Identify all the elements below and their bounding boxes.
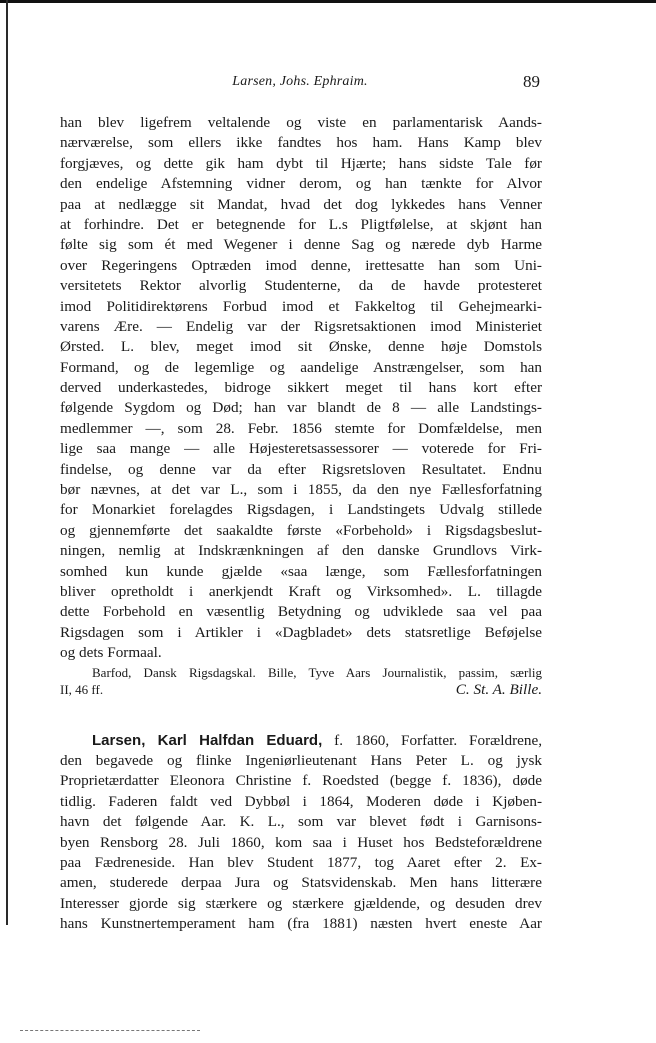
text-line: paa Fædreneside. Han blev Student 1877, tog Aaret efter 2. Ex- xyxy=(60,853,542,871)
references-line: Barfod, Dansk Rigsdagskal. Bille, Tyve Aars Journalistik, passim, særlig xyxy=(92,664,542,680)
text-line: at forhindre. Det er betegnende for L.s Pligtfølelse, at skjønt han xyxy=(60,215,542,233)
text-line: bør nævnes, at det var L., som i 1855, da den nye Fællesforfatning xyxy=(60,481,542,499)
article-johs-ephraim-larsen xyxy=(60,113,542,698)
text-line: findelse, og denne var da efter Rigsretsloven Resultatet. Endnu xyxy=(60,460,542,478)
page-header xyxy=(60,74,540,96)
page-number: 89 xyxy=(523,72,540,91)
text-line: Ørsted. L. blev, meget imod sit Ønske, denne høje Domstols xyxy=(60,338,542,356)
text-line: og gjennemførte det saakaldte første «Forbehold» i Rigsdagsbeslut- xyxy=(60,521,542,539)
article-karl-halfdan-eduard-larsen xyxy=(60,731,542,935)
text-line: han blev ligefrem veltalende og viste en parlamentarisk Aands- xyxy=(60,114,542,131)
text-line: varens Ære. — Endelig var der Rigsretsaktionen imod Ministeriet xyxy=(60,317,542,335)
references-line: II, 46 ff. xyxy=(60,681,104,697)
text-line: derved underkastedes, bidroge sikkert meget til hans kort efter xyxy=(60,379,542,397)
references-signature-row xyxy=(60,681,542,698)
top-border-rule xyxy=(0,0,656,3)
text-line: den begavede og flinke Ingeniørlieutenant Hans Peter L. og jysk xyxy=(60,751,542,769)
text-line: Proprietærdatter Eleonora Christine f. Roedsted (begge f. 1836), døde xyxy=(60,772,542,790)
text-line: imod Politidirektørens Forbud imod et Fakkeltog til Gehejmearki- xyxy=(60,297,542,315)
entry-first-line-text: f. 1860, Forfatter. Forældrene, xyxy=(334,731,543,749)
text-line: ningen, nemlig at Indskrænkningen af den danske Grundlovs Virk- xyxy=(60,542,542,560)
text-line: Rigsdagen som i Artikler i «Dagbladet» dets statsretlige Beføjelse xyxy=(60,623,542,641)
text-line: følgende Sygdom og Død; han var blandt de 8 — alle Landstings- xyxy=(60,399,542,417)
text-line: og dets Formaal. xyxy=(60,644,162,662)
entry-name: Larsen, Karl Halfdan Eduard, xyxy=(92,731,323,749)
text-line: dette Forbehold en væsentlig Betydning og udviklede saa vel paa xyxy=(60,603,542,621)
page-body xyxy=(60,113,542,934)
text-line: forgjæves, og dette gik ham dybt til Hjærte; hans sidste Tale før xyxy=(60,154,542,172)
text-line: lige saa mange — alle Højesteretsassessorer — voterede for Fri- xyxy=(60,440,542,458)
text-line: over Regeringens Optræden imod denne, irettesatte han som Uni- xyxy=(60,256,542,274)
text-line: Interesser gjorde sig stærkere og stærkere gjældende, og desuden drev xyxy=(60,894,542,912)
text-line: nærværelse, som ellers ikke fandtes hos ham. Hans Kamp blev xyxy=(60,134,542,152)
text-line: hans Kunstnertemperament ham (fra 1881) næsten hvert eneste Aar xyxy=(60,915,542,933)
text-line: bliver opretholdt i anerkjendt Kraft og Virksomhed». L. tillagde xyxy=(60,582,542,600)
text-line: somhed kun kunde gjælde «saa længe, som Fællesforfatningen xyxy=(60,562,542,580)
text-line: for Monarkiet forelagdes Rigsdagen, i Landstingets Udvalg stillede xyxy=(60,501,542,519)
author-signature: C. St. A. Bille. xyxy=(455,680,542,698)
entry-separator xyxy=(60,698,542,731)
text-line: Formand, og de legemlige og aandelige Anstrængelser, som han xyxy=(60,358,542,376)
text-line: versitetets Rektor alvorlig Studenterne, da de havde protesteret xyxy=(60,277,542,295)
bottom-border-rule xyxy=(20,1030,200,1031)
text-line: følte sig som ét med Wegener i denne Sag og nærede dyb Harme xyxy=(60,236,542,254)
left-border-rule xyxy=(6,0,8,925)
text-line: byen Rensborg 28. Juli 1860, kom saa i Huset hos Bedsteforældrene xyxy=(60,833,542,851)
text-line: amen, studerede derpaa Jura og Statsvidenskab. Men hans litterære xyxy=(60,874,542,892)
running-head: Larsen, Johs. Ephraim. xyxy=(232,74,368,89)
text-line: havn det følgende Aar. K. L., som var blevet født i Garnisons- xyxy=(60,813,542,831)
entry-first-line xyxy=(60,731,542,751)
text-line: den endelige Afstemning vidner derom, og han tænkte for Alvor xyxy=(60,175,542,193)
text-line: tidlig. Faderen faldt ved Dybbøl i 1864, Moderen døde i Kjøben- xyxy=(60,792,542,810)
text-line: medlemmer —, som 28. Febr. 1856 stemte for Domfældelse, men xyxy=(60,419,542,437)
text-line: paa at nedlægge sit Mandat, hvad det dog lykkedes hans Venner xyxy=(60,195,542,213)
